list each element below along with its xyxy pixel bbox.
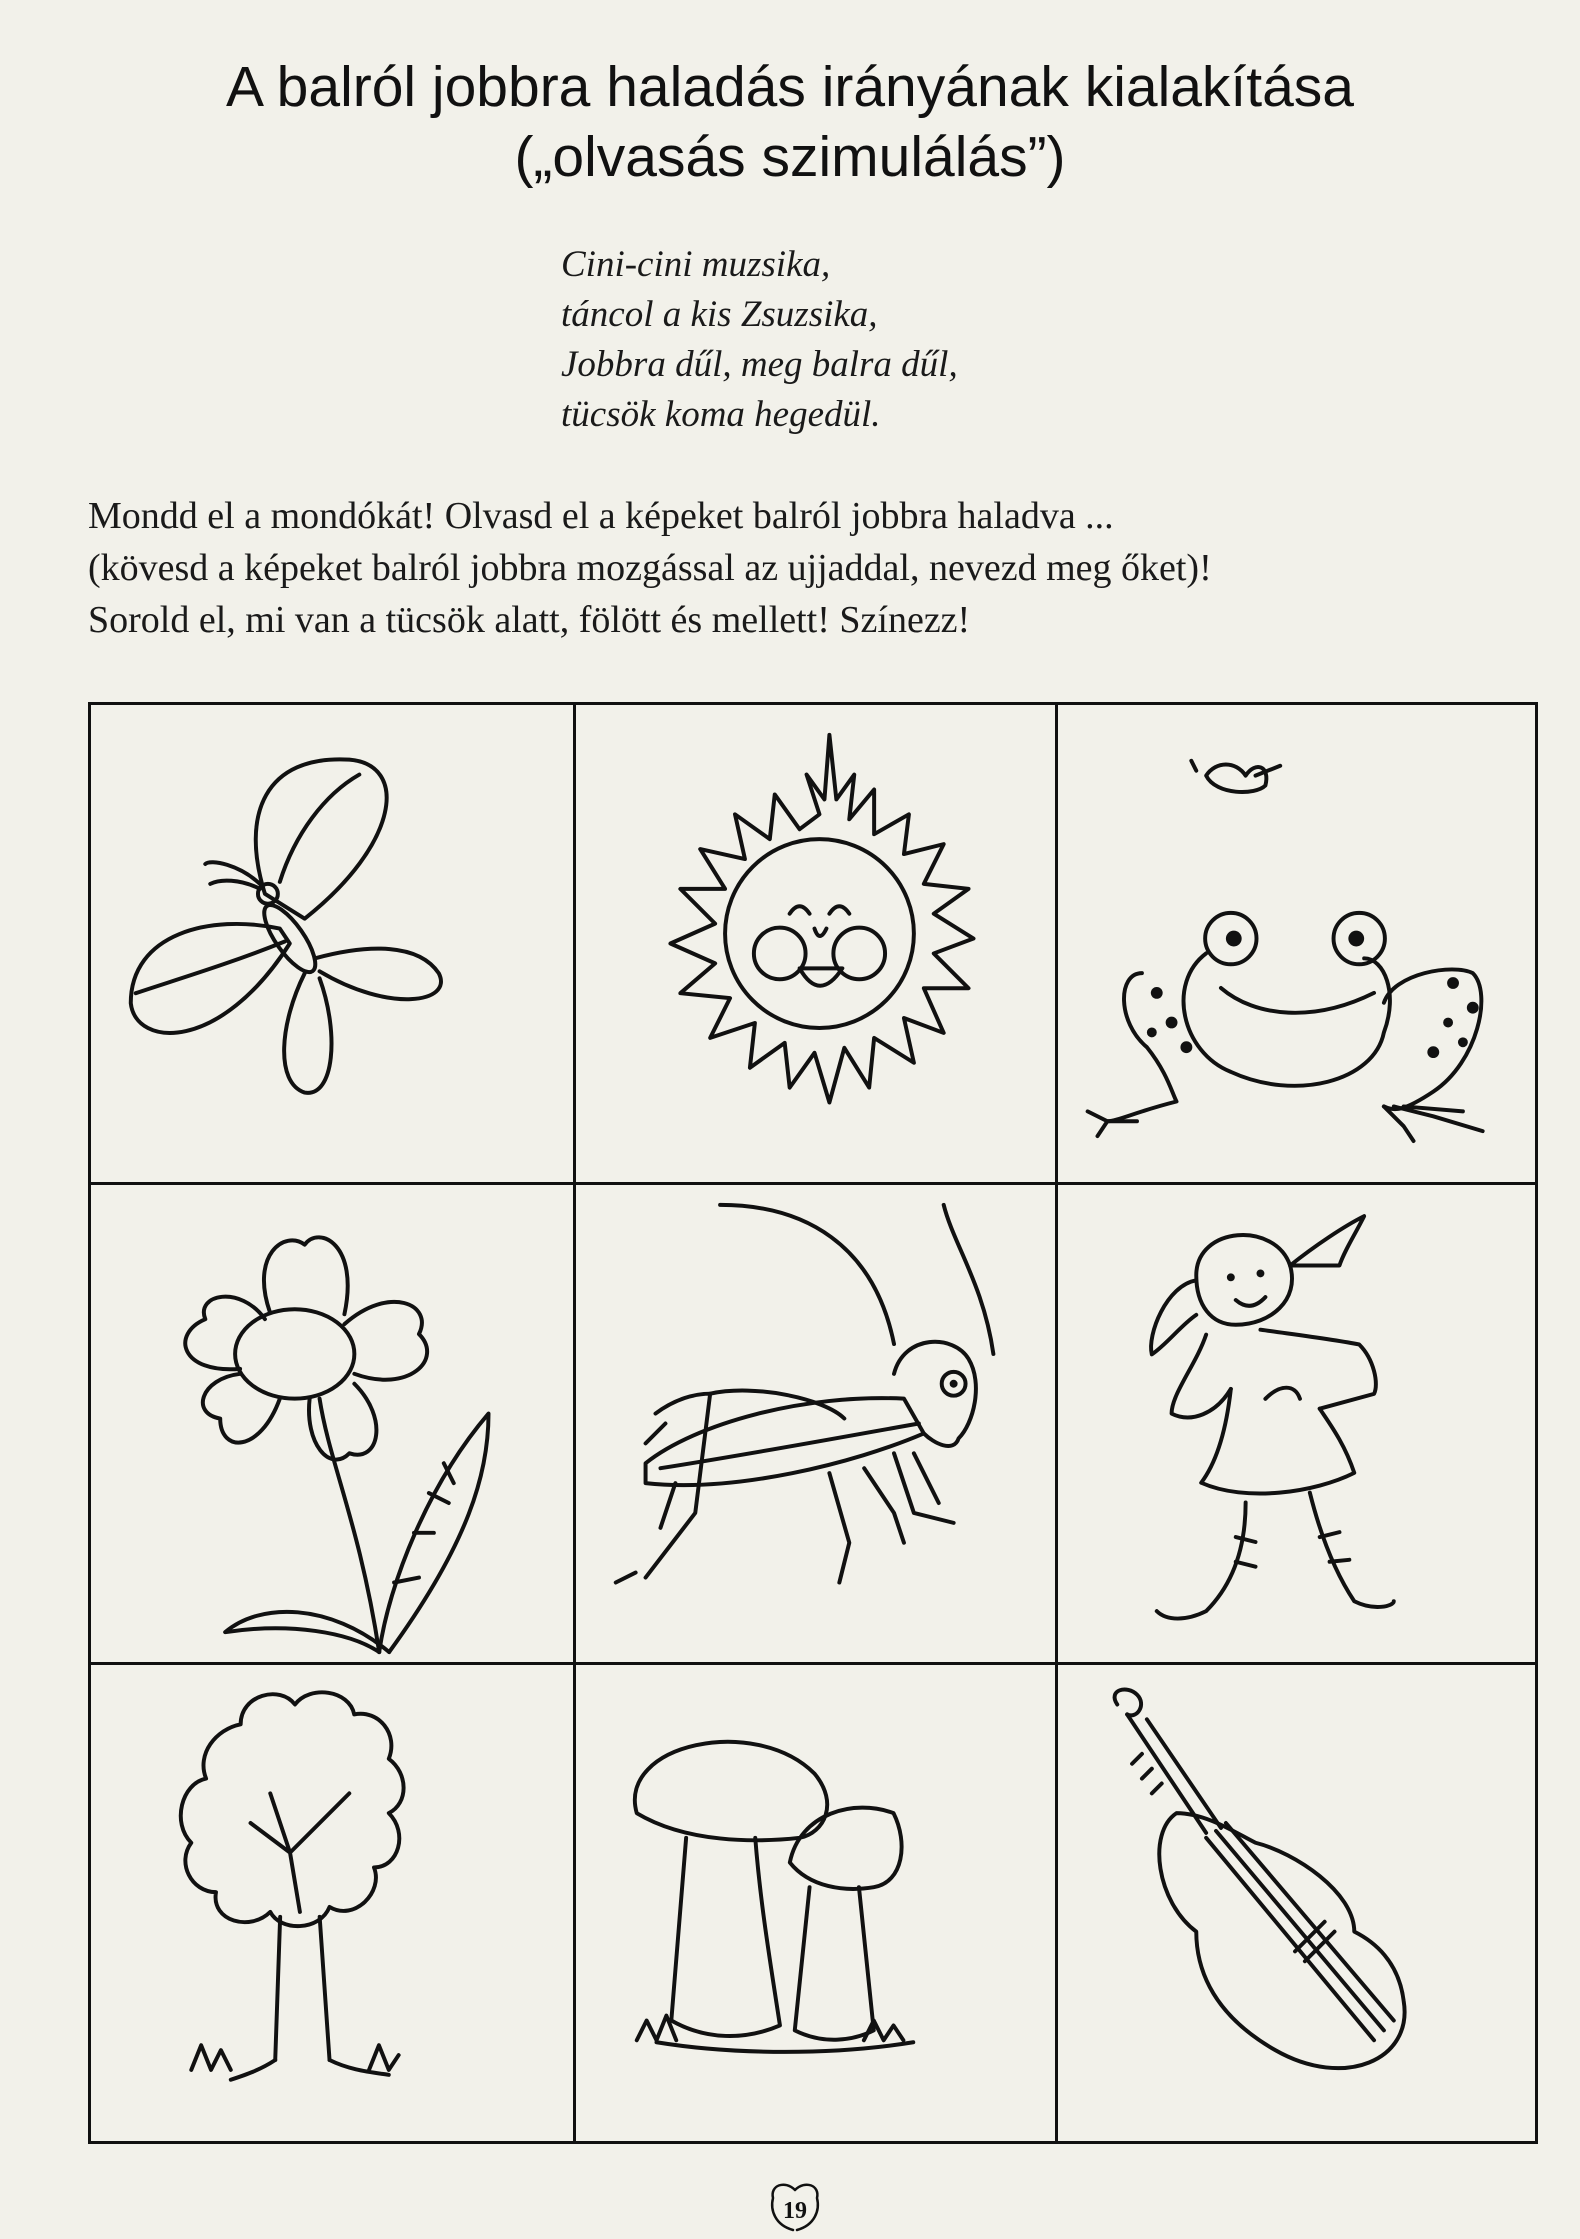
instruction-line: Sorold el, mi van a tücsök alatt, fölött és mellett! Színezz!	[88, 599, 971, 641]
cell-butterfly	[91, 705, 576, 1185]
page-number	[765, 2180, 825, 2234]
title-line-2: („olvasás szimulálás”)	[514, 125, 1066, 189]
cell-mushrooms	[576, 1665, 1058, 2141]
page-title	[0, 52, 1580, 192]
cell-sun	[576, 705, 1058, 1185]
poem-line: táncol a kis Zsuzsika,	[561, 294, 878, 335]
title-line-1: A balról jobbra haladás irányának kialakítása	[225, 55, 1355, 119]
poem-line: Jobbra dűl, meg balra dűl,	[561, 344, 958, 385]
instruction-line: (kövesd a képeket balról jobbra mozgással az ujjaddal, nevezd meg őket)!	[88, 547, 1212, 589]
flower-icon	[91, 1185, 573, 1662]
frog-icon	[1058, 705, 1535, 1182]
cell-tree	[91, 1665, 576, 2141]
page-number-text: 19	[783, 2198, 807, 2224]
poem	[561, 240, 958, 440]
cricket-icon	[576, 1185, 1055, 1662]
cell-flower	[91, 1185, 576, 1665]
butterfly-icon	[91, 705, 573, 1182]
cell-frog	[1058, 705, 1535, 1185]
instructions	[88, 490, 1558, 646]
sun-icon	[576, 705, 1055, 1182]
violin-icon	[1058, 1665, 1535, 2141]
girl-icon	[1058, 1185, 1535, 1662]
picture-grid	[88, 702, 1538, 2144]
cell-girl	[1058, 1185, 1535, 1665]
mushroom-icon	[576, 1665, 1055, 2141]
cell-violin	[1058, 1665, 1535, 2141]
instruction-line: Mondd el a mondókát! Olvasd el a képeket balról jobbra haladva ...	[88, 495, 1114, 537]
tree-icon	[91, 1665, 573, 2141]
poem-line: Cini-cini muzsika,	[561, 244, 831, 285]
cell-cricket	[576, 1185, 1058, 1665]
poem-line: tücsök koma hegedül.	[561, 394, 881, 435]
